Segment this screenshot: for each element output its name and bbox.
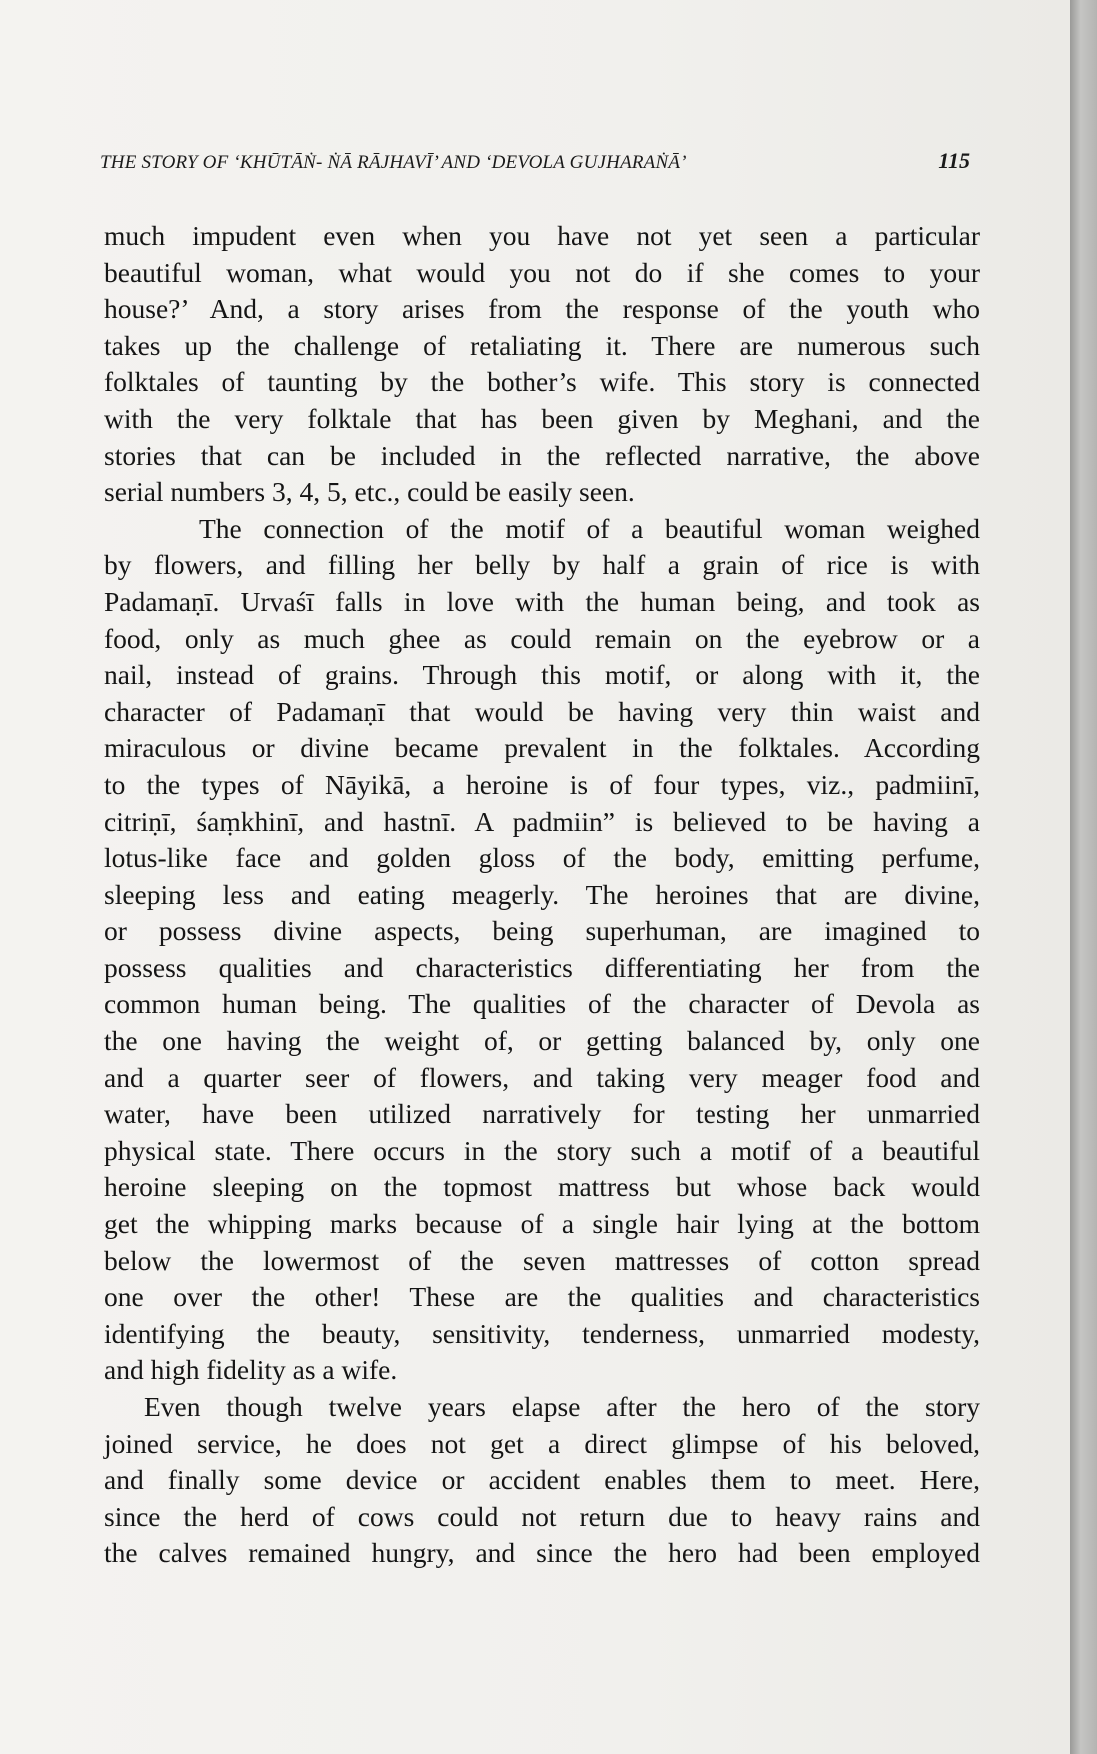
text-line: and a quarter seer of flowers, and taking very meager food and bbox=[104, 1061, 980, 1093]
text-line: much impudent even when you have not yet seen a particular bbox=[104, 220, 980, 251]
text-line: to the types of Nāyikā, a heroine is of four types, viz., padmiinī, bbox=[104, 768, 980, 800]
running-title: THE STORY OF ‘KHŪTĀṄ- ṄĀ RĀJHAVĪ’ AND ‘DEVOLA GUJHARAṄĀ’ bbox=[100, 152, 687, 173]
text-line: since the herd of cows could not return due to heavy rains and bbox=[104, 1500, 980, 1532]
text-line: with the very folktale that has been given by Meghani, and the bbox=[104, 402, 980, 434]
text-line: and high fidelity as a wife. bbox=[104, 1354, 398, 1386]
text-line: common human being. The qualities of the character of Devola as bbox=[104, 988, 980, 1020]
text-line: by flowers, and filling her belly by half a grain of rice is with bbox=[104, 549, 980, 581]
text-line: lotus-like face and golden gloss of the body, emitting perfume, bbox=[104, 842, 980, 874]
text-line: identifying the beauty, sensitivity, tenderness, unmarried modesty, bbox=[104, 1317, 980, 1349]
text-line: joined service, he does not get a direct glimpse of his beloved, bbox=[104, 1427, 980, 1459]
running-header bbox=[100, 148, 970, 182]
text-line: and finally some device or accident enables them to meet. Here, bbox=[104, 1464, 980, 1496]
text-line: below the lowermost of the seven mattresses of cotton spread bbox=[104, 1244, 980, 1276]
text-line: folktales of taunting by the bother’s wife. This story is connected bbox=[104, 366, 980, 398]
text-line: beautiful woman, what would you not do if she comes to your bbox=[104, 256, 980, 288]
paragraph-2 bbox=[104, 511, 980, 1389]
body-text bbox=[104, 218, 980, 1572]
text-line: Even though twelve years elapse after the hero of the story bbox=[144, 1391, 980, 1422]
text-line: The connection of the motif of a beautiful woman weighed bbox=[199, 512, 980, 544]
text-line: nail, instead of grains. Through this motif, or along with it, the bbox=[104, 659, 980, 691]
text-line: the one having the weight of, or getting balanced by, only one bbox=[104, 1025, 980, 1057]
text-line: citriṇī, śaṃkhinī, and hastnī. A padmiin” is believed to be having a bbox=[104, 805, 980, 837]
text-line: or possess divine aspects, being superhuman, are imagined to bbox=[104, 915, 980, 947]
page-number: 115 bbox=[938, 148, 970, 173]
text-line: sleeping less and eating meagerly. The heroines that are divine, bbox=[104, 878, 980, 910]
text-line: physical state. There occurs in the story such a motif of a beautiful bbox=[104, 1134, 980, 1166]
text-line: one over the other! These are the qualities and characteristics bbox=[104, 1281, 980, 1313]
paragraph-1 bbox=[104, 218, 980, 511]
text-line: character of Padamaṇī that would be having very thin waist and bbox=[104, 695, 980, 727]
text-line: heroine sleeping on the topmost mattress but whose back would bbox=[104, 1171, 980, 1203]
text-line: the calves remained hungry, and since the hero had been employed bbox=[104, 1537, 980, 1569]
text-line: stories that can be included in the reflected narrative, the above bbox=[104, 439, 980, 471]
paragraph-3 bbox=[104, 1389, 980, 1572]
text-line: serial numbers 3, 4, 5, etc., could be easily seen. bbox=[104, 476, 635, 508]
text-line: get the whipping marks because of a single hair lying at the bottom bbox=[104, 1208, 980, 1240]
text-line: takes up the challenge of retaliating it. There are numerous such bbox=[104, 329, 980, 361]
text-line: house?’ And, a story arises from the response of the youth who bbox=[104, 293, 980, 325]
text-line: water, have been utilized narratively for testing her unmarried bbox=[104, 1098, 980, 1130]
text-line: food, only as much ghee as could remain on the eyebrow or a bbox=[104, 622, 980, 654]
page-edge-shadow bbox=[1070, 0, 1097, 1754]
text-line: miraculous or divine became prevalent in the folktales. According bbox=[104, 732, 980, 764]
text-line: possess qualities and characteristics differentiating her from the bbox=[104, 951, 980, 983]
text-line: Padamaṇī. Urvaśī falls in love with the human being, and took as bbox=[104, 585, 980, 617]
